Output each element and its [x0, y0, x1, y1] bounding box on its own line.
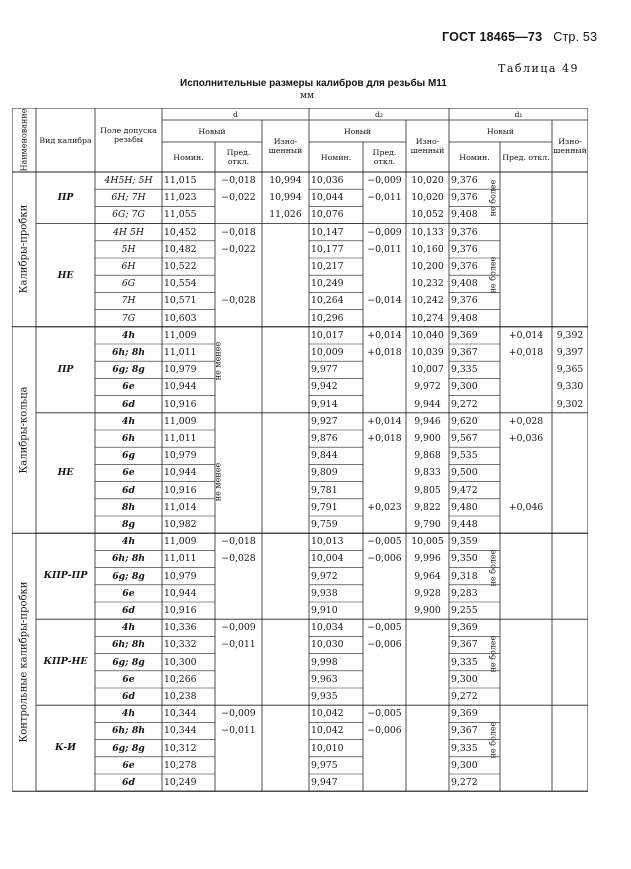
d2-worn-cell: 10,039 [411, 347, 444, 358]
d2-dev-cell: −0,014 [367, 295, 402, 307]
d-nom-cell: 10,300 [164, 656, 197, 668]
d2-worn-cell: 9,868 [414, 450, 441, 462]
d-dev-cell: −0,028 [221, 295, 256, 307]
d2-worn-cell: 10,133 [411, 226, 444, 238]
d2-nom-cell: 9,910 [311, 605, 338, 616]
d-nom-cell: 10,278 [164, 759, 197, 771]
d1-nom-cell: 9,376 [451, 175, 478, 186]
d-nom-cell: 11,011 [164, 553, 197, 565]
tolerance-cell: 6H [121, 261, 136, 272]
d2-worn-cell: 10,160 [411, 243, 444, 255]
d-nom-cell: 10,571 [164, 295, 197, 307]
d-dev-cell: −0,009 [221, 622, 256, 634]
d2-nom-cell: 10,076 [311, 209, 344, 221]
d-nom-cell: 10,944 [164, 467, 197, 479]
not-more-marker: не более [488, 721, 498, 758]
d-nom-cell: 10,452 [164, 226, 197, 238]
d2-nom-cell: 9,876 [311, 433, 338, 444]
d1-dev-cell: +0,028 [508, 415, 544, 427]
tolerance-cell: 8h [121, 501, 136, 513]
d2-nom-cell: 10,042 [311, 725, 344, 737]
d2-nom-cell: 9,963 [311, 673, 338, 685]
kind-cell: НЕ [57, 269, 74, 281]
tolerance-cell: 6e [122, 673, 135, 685]
d-nom-cell: 10,266 [164, 673, 197, 685]
d-dev-cell: −0,028 [221, 553, 256, 565]
header-new: Новый [343, 126, 372, 136]
d2-worn-cell: 9,996 [414, 553, 441, 565]
table-label: Таблица 49 [498, 62, 579, 75]
tolerance-cell: 4h [121, 536, 136, 548]
tolerance-cell: 6g [122, 450, 135, 462]
tolerance-cell: 6d [122, 605, 135, 616]
d2-worn-cell: 9,944 [414, 398, 441, 410]
tolerance-cell: 6e [122, 587, 135, 599]
d1-nom-cell: 9,318 [451, 570, 478, 582]
d-nom-cell: 11,011 [164, 433, 197, 444]
d-nom-cell: 10,944 [164, 587, 197, 599]
d-worn-cell: 10,994 [269, 175, 302, 186]
d2-worn-cell: 9,790 [414, 519, 441, 530]
d-worn-cell: 11,026 [269, 209, 302, 221]
d1-nom-cell: 9,272 [451, 691, 478, 702]
d2-nom-cell: 10,147 [311, 226, 344, 238]
not-less-marker: не менее [213, 342, 223, 381]
d-nom-cell: 10,554 [164, 278, 197, 290]
d1-nom-cell: 9,535 [451, 450, 478, 462]
d1-nom-cell: 9,367 [451, 639, 478, 651]
d2-worn-cell: 9,972 [414, 381, 441, 393]
d2-nom-cell: 10,034 [311, 622, 344, 634]
d1-nom-cell: 9,283 [451, 587, 478, 599]
d-nom-cell: 10,482 [164, 243, 197, 255]
d1-nom-cell: 9,359 [451, 536, 478, 548]
header-nominal: Номин. [173, 152, 204, 162]
d1-nom-cell: 9,408 [451, 278, 478, 290]
d2-worn-cell: 10,232 [411, 278, 444, 290]
d-dev-cell: −0,011 [221, 725, 256, 737]
d1-nom-cell: 9,350 [451, 553, 478, 565]
d-nom-cell: 10,344 [164, 708, 197, 720]
d-nom-cell: 11,015 [164, 175, 197, 186]
tolerance-cell: 7H [121, 295, 136, 307]
d2-worn-cell: 9,822 [414, 501, 441, 513]
tolerance-cell: 6h; 8h [111, 725, 146, 737]
d-dev-cell: −0,022 [221, 192, 256, 204]
header-worn: Изно-шенный [553, 137, 587, 155]
d2-nom-cell: 10,044 [311, 192, 344, 204]
tolerance-cell: 6h; 8h [111, 347, 146, 358]
d1-nom-cell: 9,376 [451, 261, 478, 272]
tolerance-cell: 4H5H; 5H [104, 175, 153, 186]
d2-dev-cell: +0,018 [367, 347, 402, 358]
header-nominal: Номин. [459, 152, 490, 162]
d1-nom-cell: 9,367 [451, 347, 478, 358]
d2-nom-cell: 9,998 [311, 656, 338, 668]
tolerance-cell: 6g; 8g [112, 364, 145, 376]
d2-worn-cell: 10,052 [411, 209, 444, 221]
d1-nom-cell: 9,620 [451, 415, 478, 427]
d2-dev-cell: −0,005 [367, 622, 402, 634]
d2-dev-cell: −0,011 [367, 192, 402, 204]
d-nom-cell: 10,979 [164, 450, 197, 462]
kind-cell: К-И [54, 742, 77, 754]
d2-nom-cell: 10,249 [311, 278, 344, 290]
dimension-table [12, 108, 588, 808]
header-nominal: Номин. [320, 152, 352, 162]
d1-nom-cell: 9,500 [451, 467, 478, 479]
group-name: Калибры-пробки [18, 205, 30, 294]
d2-dev-cell: +0,014 [367, 329, 402, 341]
tolerance-cell: 8g [122, 519, 135, 530]
tolerance-cell: 4H 5H [112, 226, 144, 238]
kind-cell: НЕ [57, 466, 74, 478]
d2-nom-cell: 10,217 [311, 261, 344, 272]
units-label: мм [300, 91, 315, 101]
header-tolerance: Поле допуска резьбы [100, 126, 157, 144]
tolerance-cell: 6e [122, 381, 135, 393]
kind-cell: КПР-ПР [43, 570, 88, 582]
d-nom-cell: 11,009 [164, 415, 197, 427]
d2-nom-cell: 10,177 [311, 243, 344, 255]
d-dev-cell: −0,011 [221, 639, 256, 651]
d2-worn-cell: 9,946 [414, 415, 441, 427]
d2-nom-cell: 9,975 [311, 759, 338, 771]
d2-worn-cell: 10,200 [411, 261, 444, 272]
d1-nom-cell: 9,367 [451, 725, 478, 737]
d-nom-cell: 10,979 [164, 570, 197, 582]
d-worn-cell: 10,994 [269, 192, 302, 204]
tolerance-cell: 7G [121, 312, 136, 324]
d2-nom-cell: 10,296 [311, 312, 344, 324]
d1-nom-cell: 9,300 [451, 381, 478, 393]
not-more-marker: не более [488, 635, 498, 672]
d-nom-cell: 10,249 [164, 777, 197, 788]
kind-cell: КПР-НЕ [43, 656, 88, 668]
d1-nom-cell: 9,408 [451, 209, 478, 221]
tolerance-cell: 6h; 8h [111, 639, 146, 651]
d1-nom-cell: 9,376 [451, 192, 478, 204]
d1-dev-cell: +0,046 [508, 501, 544, 513]
d2-dev-cell: −0,006 [367, 553, 402, 565]
d2-worn-cell: 10,020 [411, 175, 444, 186]
d2-worn-cell: 10,274 [411, 312, 444, 324]
header-name: Наименование [19, 108, 29, 172]
group-name: Калибры-кольца [18, 386, 30, 474]
d1-worn-cell: 9,302 [556, 398, 584, 410]
d2-nom-cell: 9,844 [311, 450, 338, 462]
d2-dev-cell: −0,006 [367, 725, 402, 737]
d2-nom-cell: 10,042 [311, 708, 344, 720]
d-nom-cell: 11,055 [164, 209, 197, 221]
d2-nom-cell: 9,927 [311, 415, 338, 427]
d1-nom-cell: 9,369 [451, 708, 478, 720]
d-nom-cell: 10,916 [164, 484, 197, 496]
d-dev-cell: −0,022 [221, 243, 256, 255]
d2-dev-cell: −0,006 [367, 639, 402, 651]
d1-nom-cell: 9,272 [451, 777, 478, 788]
d2-nom-cell: 9,914 [311, 398, 338, 410]
d-dev-cell: −0,018 [221, 175, 256, 186]
d1-nom-cell: 9,472 [451, 484, 478, 496]
tolerance-cell: 6d [122, 484, 135, 496]
d1-nom-cell: 9,369 [451, 329, 478, 341]
d-nom-cell: 10,916 [164, 605, 197, 616]
d2-worn-cell: 10,007 [411, 364, 444, 376]
d-dev-cell: −0,018 [221, 536, 256, 548]
d2-nom-cell: 10,030 [311, 639, 344, 651]
header-d: d [233, 109, 238, 119]
d1-nom-cell: 9,335 [451, 656, 478, 668]
d1-worn-cell: 9,365 [556, 364, 584, 376]
tolerance-cell: 6d [122, 691, 135, 702]
d2-worn-cell: 10,020 [411, 192, 444, 204]
d1-nom-cell: 9,272 [451, 398, 478, 410]
d1-nom-cell: 9,376 [451, 243, 478, 255]
d-nom-cell: 10,344 [164, 725, 197, 737]
header-kind: Вид калибра [39, 135, 92, 145]
d2-worn-cell: 9,900 [414, 433, 441, 444]
tolerance-cell: 6G [121, 278, 136, 290]
d-nom-cell: 10,522 [164, 261, 197, 272]
tolerance-cell: 6e [122, 467, 135, 479]
d-nom-cell: 10,238 [164, 691, 197, 702]
tolerance-cell: 6d [122, 398, 135, 410]
d1-nom-cell: 9,408 [451, 312, 478, 324]
not-less-marker: не менее [213, 462, 223, 501]
d-nom-cell: 10,982 [164, 519, 197, 530]
d-nom-cell: 11,009 [164, 536, 197, 548]
d-dev-cell: −0,009 [221, 708, 256, 720]
d-nom-cell: 10,603 [164, 312, 197, 324]
d2-worn-cell: 9,805 [414, 484, 441, 496]
header-new: Новый [198, 126, 226, 136]
d-nom-cell: 10,916 [164, 398, 197, 410]
d2-worn-cell: 9,928 [414, 587, 441, 599]
d2-dev-cell: +0,023 [367, 501, 402, 513]
d2-dev-cell: −0,009 [367, 226, 402, 238]
d2-nom-cell: 10,010 [311, 742, 344, 754]
d1-nom-cell: 9,369 [451, 622, 478, 634]
d1-nom-cell: 9,300 [451, 759, 478, 771]
kind-cell: ПР [57, 363, 74, 375]
d2-nom-cell: 9,977 [311, 364, 338, 376]
d2-nom-cell: 9,781 [311, 484, 338, 496]
d2-worn-cell: 9,964 [414, 570, 441, 582]
d2-nom-cell: 9,938 [311, 587, 338, 599]
tolerance-cell: 4h [121, 329, 136, 341]
d2-nom-cell: 10,009 [311, 347, 344, 358]
tolerance-cell: 6h [121, 433, 136, 444]
d1-dev-cell: +0,018 [508, 347, 544, 358]
d1-nom-cell: 9,567 [451, 433, 478, 444]
tolerance-cell: 6H; 7H [111, 192, 146, 204]
d1-nom-cell: 9,255 [451, 605, 478, 616]
d2-worn-cell: 10,040 [411, 329, 444, 341]
d1-worn-cell: 9,330 [556, 381, 584, 393]
d-nom-cell: 10,312 [164, 742, 197, 754]
d-nom-cell: 11,014 [164, 501, 197, 513]
d1-dev-cell: +0,036 [508, 433, 544, 444]
header-d1: d₁ [514, 109, 523, 119]
d1-worn-cell: 9,397 [556, 347, 584, 358]
page-number: Стр. 53 [553, 30, 598, 44]
d2-nom-cell: 9,935 [311, 691, 338, 702]
d1-worn-cell: 9,392 [556, 329, 584, 341]
d2-dev-cell: +0,018 [367, 433, 402, 444]
not-more-marker: не более [488, 549, 498, 586]
d2-nom-cell: 9,759 [311, 519, 338, 530]
d2-worn-cell: 9,900 [414, 605, 441, 616]
d-nom-cell: 11,009 [164, 329, 197, 341]
d2-worn-cell: 9,833 [414, 467, 441, 479]
d2-nom-cell: 9,809 [311, 467, 338, 479]
tolerance-cell: 4h [121, 415, 136, 427]
header-deviation: Пред. откл. [372, 148, 397, 166]
d2-nom-cell: 9,972 [311, 570, 338, 582]
d2-dev-cell: −0,005 [367, 536, 402, 548]
d-nom-cell: 10,979 [164, 364, 197, 376]
d2-dev-cell: −0,011 [367, 243, 402, 255]
tolerance-cell: 6g; 8g [112, 742, 145, 754]
d1-dev-cell: +0,014 [508, 329, 544, 341]
header-worn: Изно-шенный [410, 137, 445, 155]
d2-worn-cell: 10,242 [411, 295, 444, 307]
d1-nom-cell: 9,376 [451, 226, 478, 238]
tolerance-cell: 6g; 8g [112, 570, 145, 582]
d2-nom-cell: 10,017 [311, 329, 344, 341]
d-nom-cell: 10,336 [164, 622, 197, 634]
d2-nom-cell: 9,947 [311, 777, 338, 788]
d2-dev-cell: −0,005 [367, 708, 402, 720]
tolerance-cell: 6d [122, 777, 135, 788]
d1-nom-cell: 9,480 [451, 501, 478, 513]
header-new: Новый [486, 126, 515, 136]
tolerance-cell: 6G; 7G [112, 209, 145, 221]
d-nom-cell: 11,011 [164, 347, 197, 358]
tolerance-cell: 6h; 8h [111, 553, 146, 565]
d2-nom-cell: 10,013 [311, 536, 344, 548]
d2-worn-cell: 10,005 [411, 536, 444, 548]
page-header [442, 30, 597, 44]
standard-number: ГОСТ 18465—73 [442, 30, 543, 44]
tolerance-cell: 6g; 8g [112, 656, 145, 668]
header-deviation: Пред. откл. [226, 148, 251, 166]
header-worn: Изно-шенный [268, 137, 303, 155]
header-deviation: Пред. откл. [502, 152, 550, 162]
kind-cell: ПР [57, 192, 74, 203]
d1-nom-cell: 9,335 [451, 364, 478, 376]
not-more-marker: не более [488, 179, 498, 217]
group-name: Контрольные калибры-пробки [18, 581, 30, 743]
d1-nom-cell: 9,376 [451, 295, 478, 307]
not-more-marker: не более [488, 256, 498, 294]
d2-nom-cell: 10,004 [311, 553, 344, 565]
table-title: Исполнительные размеры калибров для резьбы М11 [180, 78, 447, 89]
d2-nom-cell: 9,791 [311, 501, 338, 513]
d2-nom-cell: 10,036 [311, 175, 344, 186]
tolerance-cell: 5H [121, 243, 136, 255]
tolerance-cell: 4h [121, 622, 136, 634]
d2-nom-cell: 10,264 [311, 295, 344, 307]
d1-nom-cell: 9,335 [451, 742, 478, 754]
d-nom-cell: 10,944 [164, 381, 197, 393]
d-nom-cell: 11,023 [164, 192, 197, 204]
d2-dev-cell: +0,014 [367, 415, 402, 427]
d-dev-cell: −0,018 [221, 226, 256, 238]
tolerance-cell: 4h [121, 708, 136, 720]
d2-dev-cell: −0,009 [367, 175, 402, 186]
d1-nom-cell: 9,300 [451, 673, 478, 685]
d1-nom-cell: 9,448 [451, 519, 478, 530]
tolerance-cell: 6e [122, 759, 135, 771]
header-d2: d₂ [374, 109, 384, 119]
d2-nom-cell: 9,942 [311, 381, 338, 393]
d-nom-cell: 10,332 [164, 639, 197, 651]
